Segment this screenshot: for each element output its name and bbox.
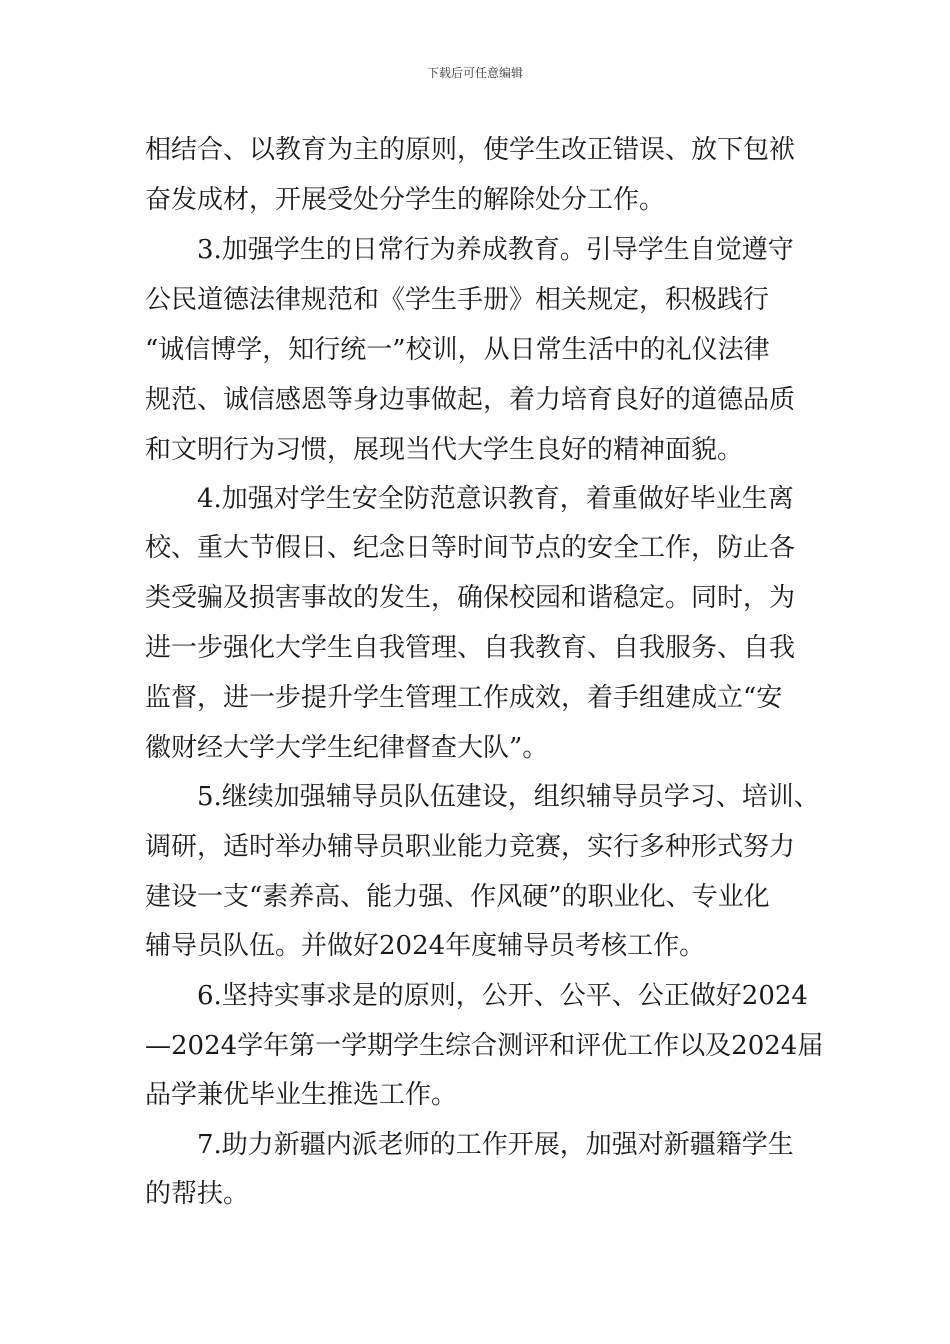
paragraph-line: “诚信博学，知行统一”校训，从日常生活中的礼仪法律 (145, 335, 770, 365)
paragraph-line: 建设一支“素养高、能力强、作风硬”的职业化、专业化 (145, 882, 770, 912)
paragraph-line: 7.助力新疆内派老师的工作开展，加强对新疆籍学生 (197, 1130, 794, 1160)
paragraph-line: 辅导员队伍。并做好2024年度辅导员考核工作。 (145, 931, 706, 961)
paragraph-line: 3.加强学生的日常行为养成教育。引导学生自觉遵守 (197, 235, 794, 265)
paragraph-line: 徽财经大学大学生纪律督查大队”。 (145, 733, 549, 763)
paragraph-line: 规范、诚信感恩等身边事做起，着力培育良好的道德品质 (145, 385, 796, 415)
paragraph-line: 4.加强对学生安全防范意识教育，着重做好毕业生离 (197, 484, 794, 514)
paragraph-line: 奋发成材，开展受处分学生的解除处分工作。 (145, 185, 666, 215)
page-header: 下载后可任意编辑 (426, 66, 523, 80)
paragraph-line: 校、重大节假日、纪念日等时间节点的安全工作，防止各 (145, 533, 796, 563)
paragraph-line: 6.坚持实事求是的原则，公开、公平、公正做好2024 (197, 981, 808, 1011)
paragraph-line: 监督，进一步提升学生管理工作成效，着手组建成立“安 (145, 683, 783, 713)
paragraph-line: 进一步强化大学生自我管理、自我教育、自我服务、自我 (145, 633, 796, 663)
paragraph-line: 调研，适时举办辅导员职业能力竞赛，实行多种形式努力 (145, 832, 796, 862)
paragraph-line: 公民道德法律规范和《学生手册》相关规定，积极践行 (145, 285, 770, 315)
paragraph-line: 相结合、以教育为主的原则，使学生改正错误、放下包袱 (145, 135, 796, 165)
paragraph-line: 和文明行为习惯，展现当代大学生良好的精神面貌。 (145, 435, 744, 465)
paragraph-line: —2024学年第一学期学生综合测评和评优工作以及2024届 (145, 1031, 824, 1061)
paragraph-line: 5.继续加强辅导员队伍建设，组织辅导员学习、培训、 (197, 782, 820, 812)
paragraph-line: 的帮扶。 (145, 1179, 250, 1209)
paragraph-line: 类受骗及损害事故的发生，确保校园和谐稳定。同时，为 (145, 583, 796, 613)
paragraph-line: 品学兼优毕业生推选工作。 (145, 1080, 458, 1110)
